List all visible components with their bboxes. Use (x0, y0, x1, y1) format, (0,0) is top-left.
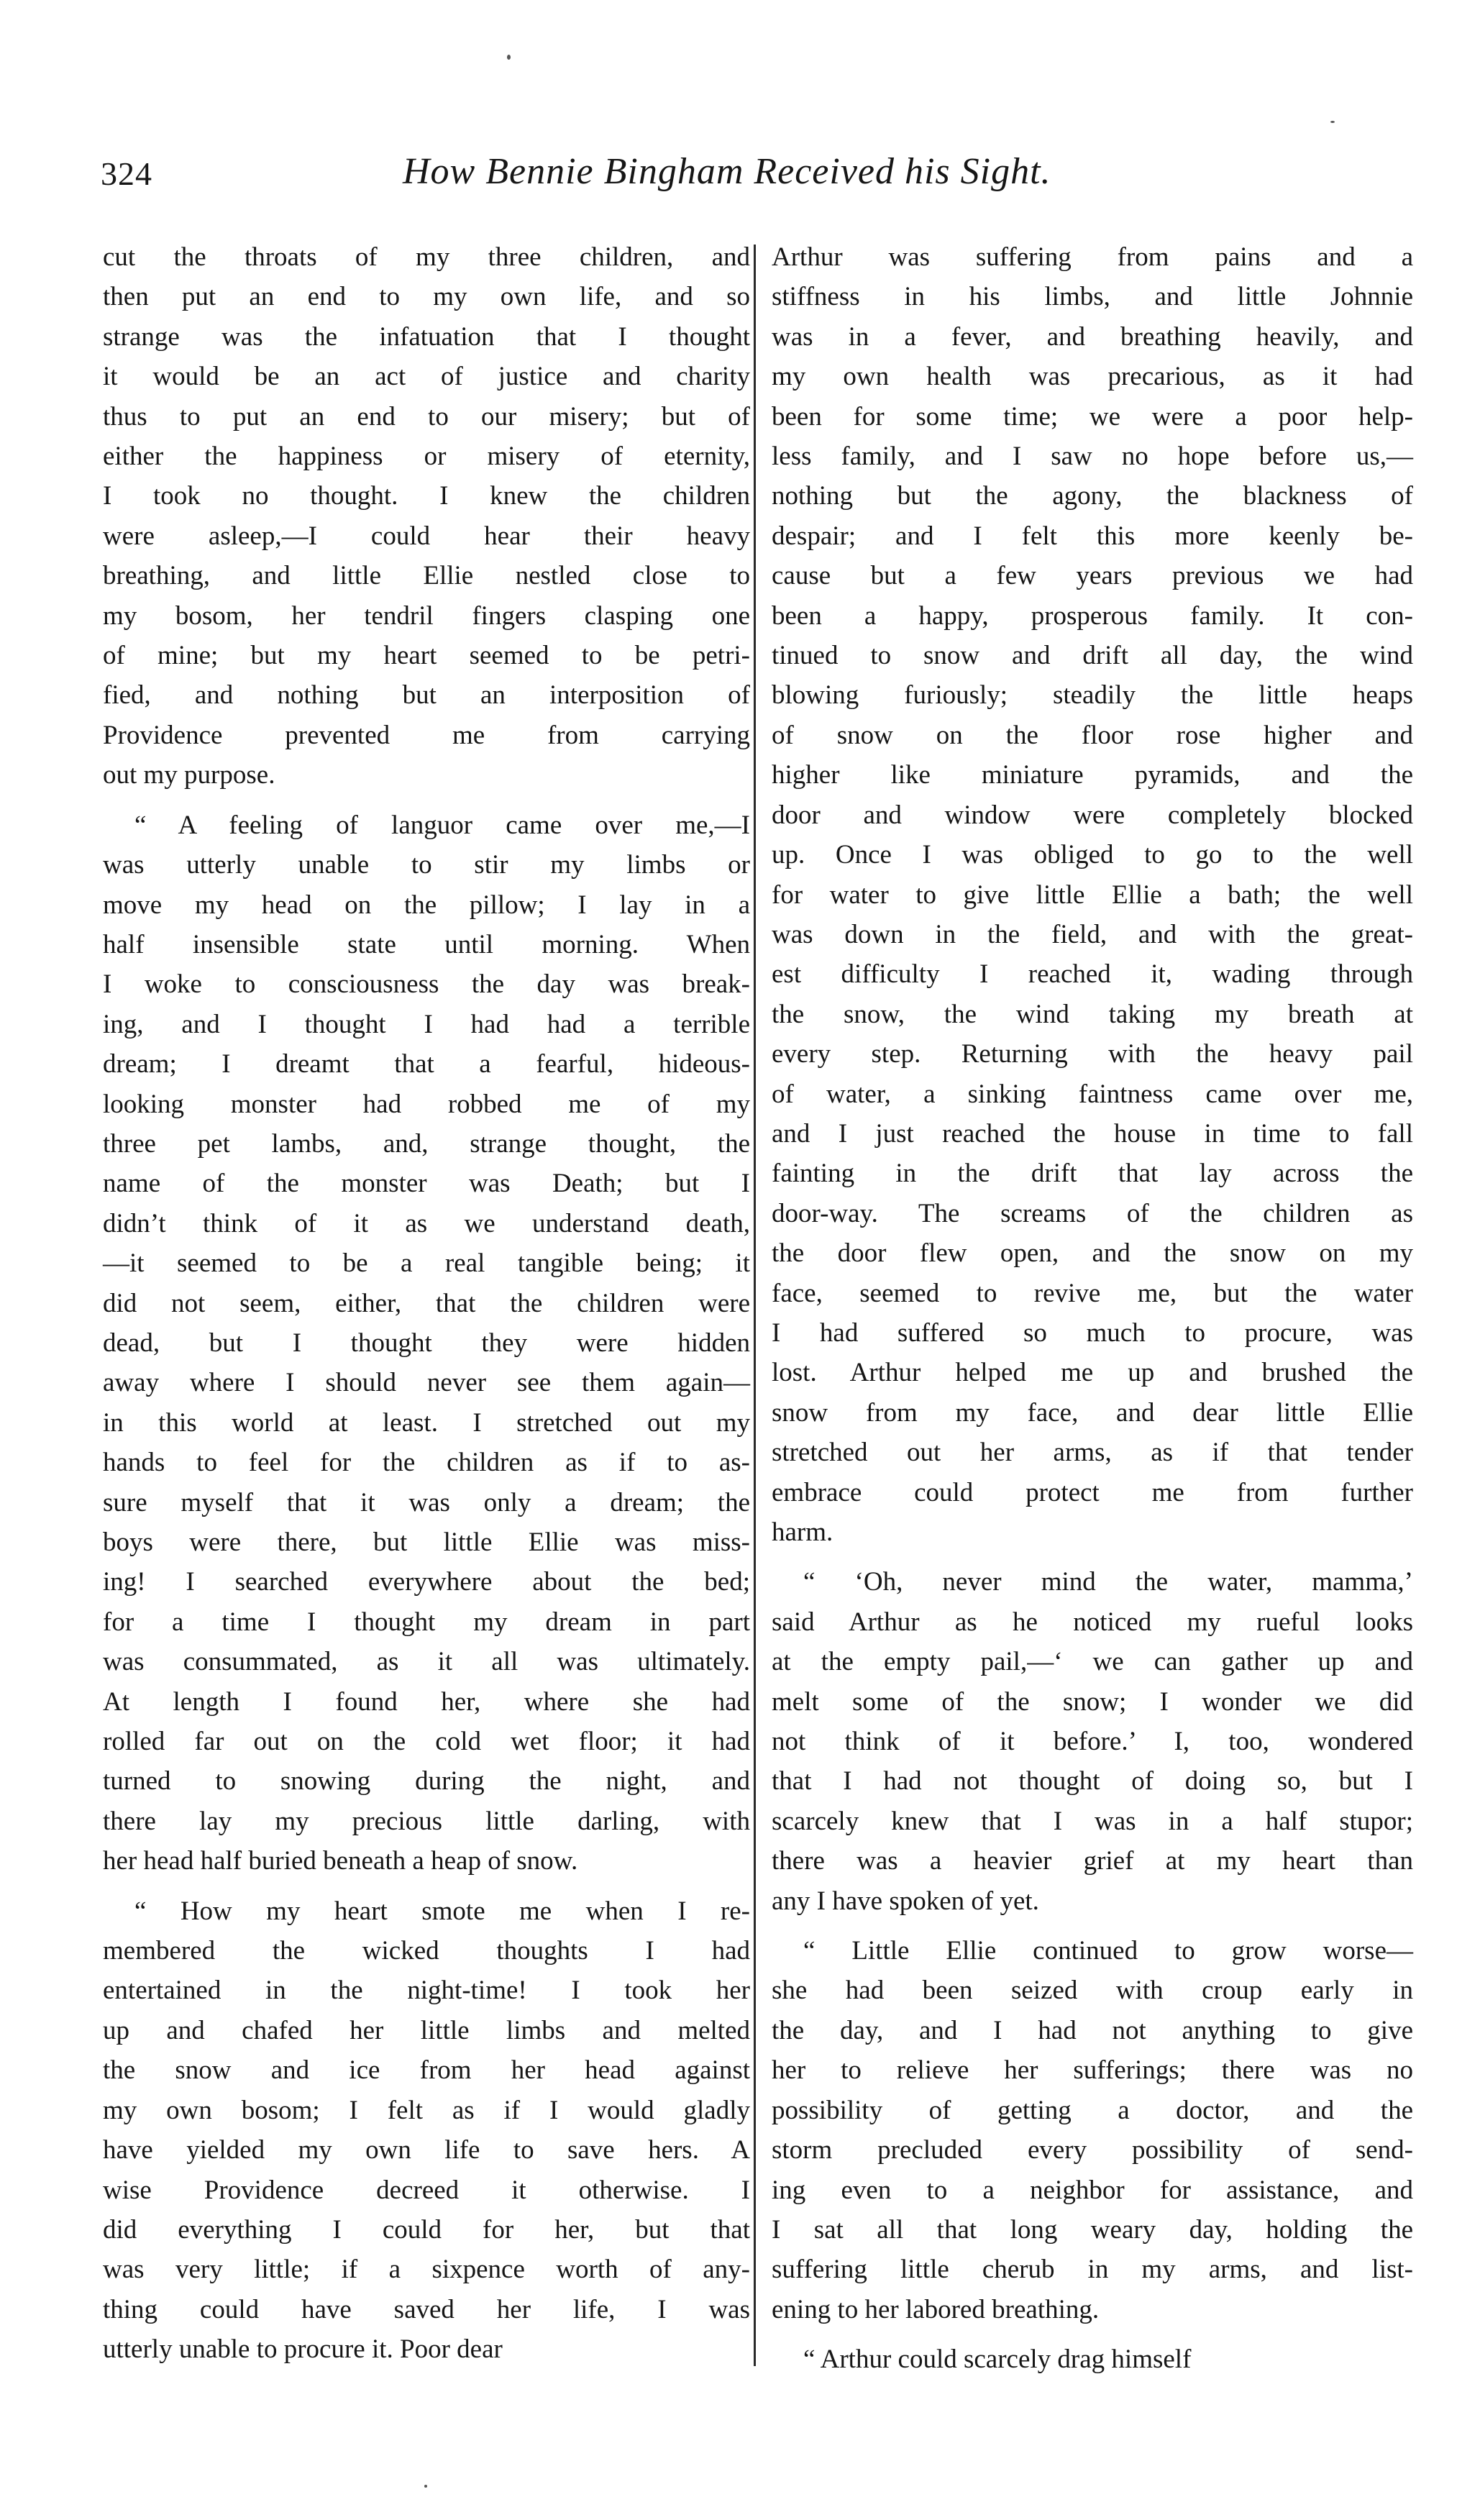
text-line: snow from my face, and dear little Ellie (772, 1397, 1413, 1428)
text-line: up. Once I was obliged to go to the well (772, 840, 1413, 870)
text-line: the snow and ice from her head against (103, 2055, 750, 2086)
text-line: membered the wicked thoughts I had (103, 1936, 750, 1966)
column-divider (754, 245, 756, 2366)
text-line: stretched out her arms, as if that tender (772, 1438, 1413, 1468)
text-line: out my purpose. (103, 760, 275, 790)
text-line: I had suffered so much to procure, was (772, 1318, 1413, 1348)
ink-speck (424, 2485, 427, 2488)
text-line: her head half buried beneath a heap of snow. (103, 1846, 578, 1876)
text-line: lost. Arthur helped me up and brushed the (772, 1358, 1413, 1388)
text-line: cause but a few years previous we had (772, 561, 1413, 591)
text-line: dead, but I thought they were hidden (103, 1328, 750, 1358)
text-line: turned to snowing during the night, and (103, 1766, 750, 1797)
text-line: harm. (772, 1517, 833, 1547)
text-line: less family, and I saw no hope before us,— (772, 442, 1413, 472)
text-line: my bosom, her tendril fingers clasping one (103, 601, 750, 631)
text-line: I sat all that long weary day, holding the (772, 2214, 1413, 2245)
text-line: storm precluded every possibility of send- (772, 2135, 1413, 2165)
text-line: have yielded my own life to save hers. A (103, 2135, 750, 2165)
text-line: there lay my precious little darling, with (103, 1806, 750, 1836)
text-line: for water to give little Ellie a bath; the well (772, 880, 1413, 910)
text-line: of mine; but my heart seemed to be petri- (103, 641, 750, 671)
page-header (0, 147, 1480, 212)
text-line: I woke to consciousness the day was break- (103, 969, 750, 1000)
text-line: of snow on the floor rose higher and (772, 720, 1413, 750)
text-line: was down in the field, and with the great- (772, 919, 1413, 949)
text-line: fied, and nothing but an interposition of (103, 680, 750, 711)
text-line: my own health was precarious, as it had (772, 362, 1413, 392)
text-line: higher like miniature pyramids, and the (772, 760, 1413, 790)
left-text-column (103, 237, 750, 2370)
text-line: cut the throats of my three children, and (103, 242, 750, 272)
text-line: my own bosom; I felt as if I would gladly (103, 2095, 750, 2125)
text-line: “ How my heart smote me when I re- (134, 1896, 750, 1926)
text-line: the door flew open, and the snow on my (772, 1238, 1413, 1269)
text-line: melt some of the snow; I wonder we did (772, 1686, 1413, 1717)
text-line: strange was the infatuation that I thought (103, 321, 750, 352)
text-line: then put an end to my own life, and so (103, 282, 750, 312)
text-line: the snow, the wind taking my breath at (772, 999, 1413, 1029)
running-title: How Bennie Bingham Received his Sight. (403, 151, 1051, 192)
text-line: in this world at least. I stretched out my (103, 1407, 750, 1438)
text-line: dream; I dreamt that a fearful, hideous- (103, 1049, 750, 1079)
text-line: three pet lambs, and, strange thought, the (103, 1128, 750, 1159)
text-line: tinued to snow and drift all day, the wind (772, 641, 1413, 671)
text-line: rolled far out on the cold wet floor; it had (103, 1727, 750, 1757)
text-line: nothing but the agony, the blackness of (772, 481, 1413, 511)
text-line: Arthur was suffering from pains and a (772, 242, 1413, 272)
text-line: and I just reached the house in time to fall (772, 1118, 1413, 1149)
text-line: there was a heavier grief at my heart than (772, 1846, 1413, 1876)
text-line: been a happy, prosperous family. It con- (772, 601, 1413, 631)
page-number: 324 (101, 155, 152, 192)
text-line: boys were there, but little Ellie was miss- (103, 1528, 750, 1557)
text-line: was utterly unable to stir my limbs or (103, 850, 750, 880)
text-line: est difficulty I reached it, wading through (772, 959, 1413, 990)
text-line: I took no thought. I knew the children (103, 481, 750, 511)
text-line: despair; and I felt this more keenly be- (772, 521, 1413, 551)
text-line: ing even to a neighbor for assistance, and (772, 2175, 1413, 2205)
text-line: of water, a sinking faintness came over me, (772, 1079, 1413, 1109)
right-text-column (772, 237, 1413, 2380)
text-line: did everything I could for her, but that (103, 2214, 750, 2245)
text-line: at the empty pail,—‘ we can gather up and (772, 1647, 1413, 1677)
text-line: embrace could protect me from further (772, 1477, 1413, 1507)
text-line: thus to put an end to our misery; but of (103, 401, 750, 432)
text-line: Providence prevented me from carrying (103, 720, 750, 750)
text-line: it would be an act of justice and charity (103, 362, 750, 392)
text-line: every step. Returning with the heavy pail (772, 1039, 1413, 1069)
text-line: suffering little cherub in my arms, and list- (772, 2255, 1413, 2285)
text-line: sure myself that it was only a dream; the (103, 1487, 750, 1517)
text-line: her to relieve her sufferings; there was no (772, 2055, 1413, 2086)
text-line: door and window were completely blocked (772, 800, 1413, 830)
text-line: half insensible state until morning. When (103, 929, 750, 959)
text-line: were asleep,—I could hear their heavy (103, 521, 750, 551)
text-line: At length I found her, where she had (103, 1686, 750, 1717)
text-line: “ Little Ellie continued to grow worse— (803, 1936, 1413, 1966)
text-line: thing could have saved her life, I was (103, 2294, 750, 2324)
text-line: —it seemed to be a real tangible being; it (103, 1248, 750, 1279)
text-line: fainting in the drift that lay across the (772, 1159, 1413, 1189)
text-line: possibility of getting a doctor, and the (772, 2095, 1413, 2125)
text-line: door-way. The screams of the children as (772, 1198, 1413, 1228)
text-line: was in a fever, and breathing heavily, and (772, 321, 1413, 352)
text-line: hands to feel for the children as if to as- (103, 1448, 750, 1478)
text-line: any I have spoken of yet. (772, 1886, 1039, 1916)
text-line: for a time I thought my dream in part (103, 1607, 750, 1637)
text-line: that I had not thought of doing so, but I (772, 1766, 1413, 1797)
text-line: did not seem, either, that the children were (103, 1288, 750, 1318)
text-line: looking monster had robbed me of my (103, 1089, 750, 1119)
text-line: been for some time; we were a poor help- (772, 401, 1413, 432)
text-line: scarcely knew that I was in a half stupor; (772, 1806, 1413, 1836)
text-line: up and chafed her little limbs and melted (103, 2015, 750, 2045)
text-line: blowing furiously; steadily the little heaps (772, 680, 1413, 711)
text-line: wise Providence decreed it otherwise. I (103, 2175, 750, 2205)
text-line: was consummated, as it all was ultimately. (103, 1647, 750, 1677)
text-line: face, seemed to revive me, but the water (772, 1278, 1413, 1308)
ink-speck (1330, 121, 1335, 123)
text-line: away where I should never see them again— (103, 1368, 750, 1398)
text-line: was very little; if a sixpence worth of any- (103, 2255, 750, 2285)
text-line: the day, and I had not anything to give (772, 2015, 1413, 2045)
text-line: “ ‘Oh, never mind the water, mamma,’ (803, 1567, 1413, 1597)
text-line: name of the monster was Death; but I (103, 1169, 750, 1199)
text-line: utterly unable to procure it. Poor dear (103, 2334, 503, 2365)
text-line: breathing, and little Ellie nestled close to (103, 561, 750, 591)
text-line: didn’t think of it as we understand death, (103, 1208, 750, 1238)
text-line: “ Arthur could scarcely drag himself (803, 2345, 1192, 2375)
text-line: move my head on the pillow; I lay in a (103, 890, 750, 920)
text-line: either the happiness or misery of eternity, (103, 442, 750, 472)
text-line: not think of it before.’ I, too, wondered (772, 1727, 1413, 1757)
text-line: she had been seized with croup early in (772, 1976, 1413, 2006)
text-line: said Arthur as he noticed my rueful looks (772, 1607, 1413, 1637)
text-line: entertained in the night-time! I took her (103, 1976, 750, 2006)
text-line: ing, and I thought I had had a terrible (103, 1009, 750, 1039)
text-line: “ A feeling of languor came over me,—I (134, 810, 750, 840)
text-line: ing! I searched everywhere about the bed; (103, 1567, 750, 1597)
text-line: stiffness in his limbs, and little Johnnie (772, 282, 1413, 312)
ink-speck (507, 55, 511, 60)
text-line: ening to her labored breathing. (772, 2294, 1100, 2324)
